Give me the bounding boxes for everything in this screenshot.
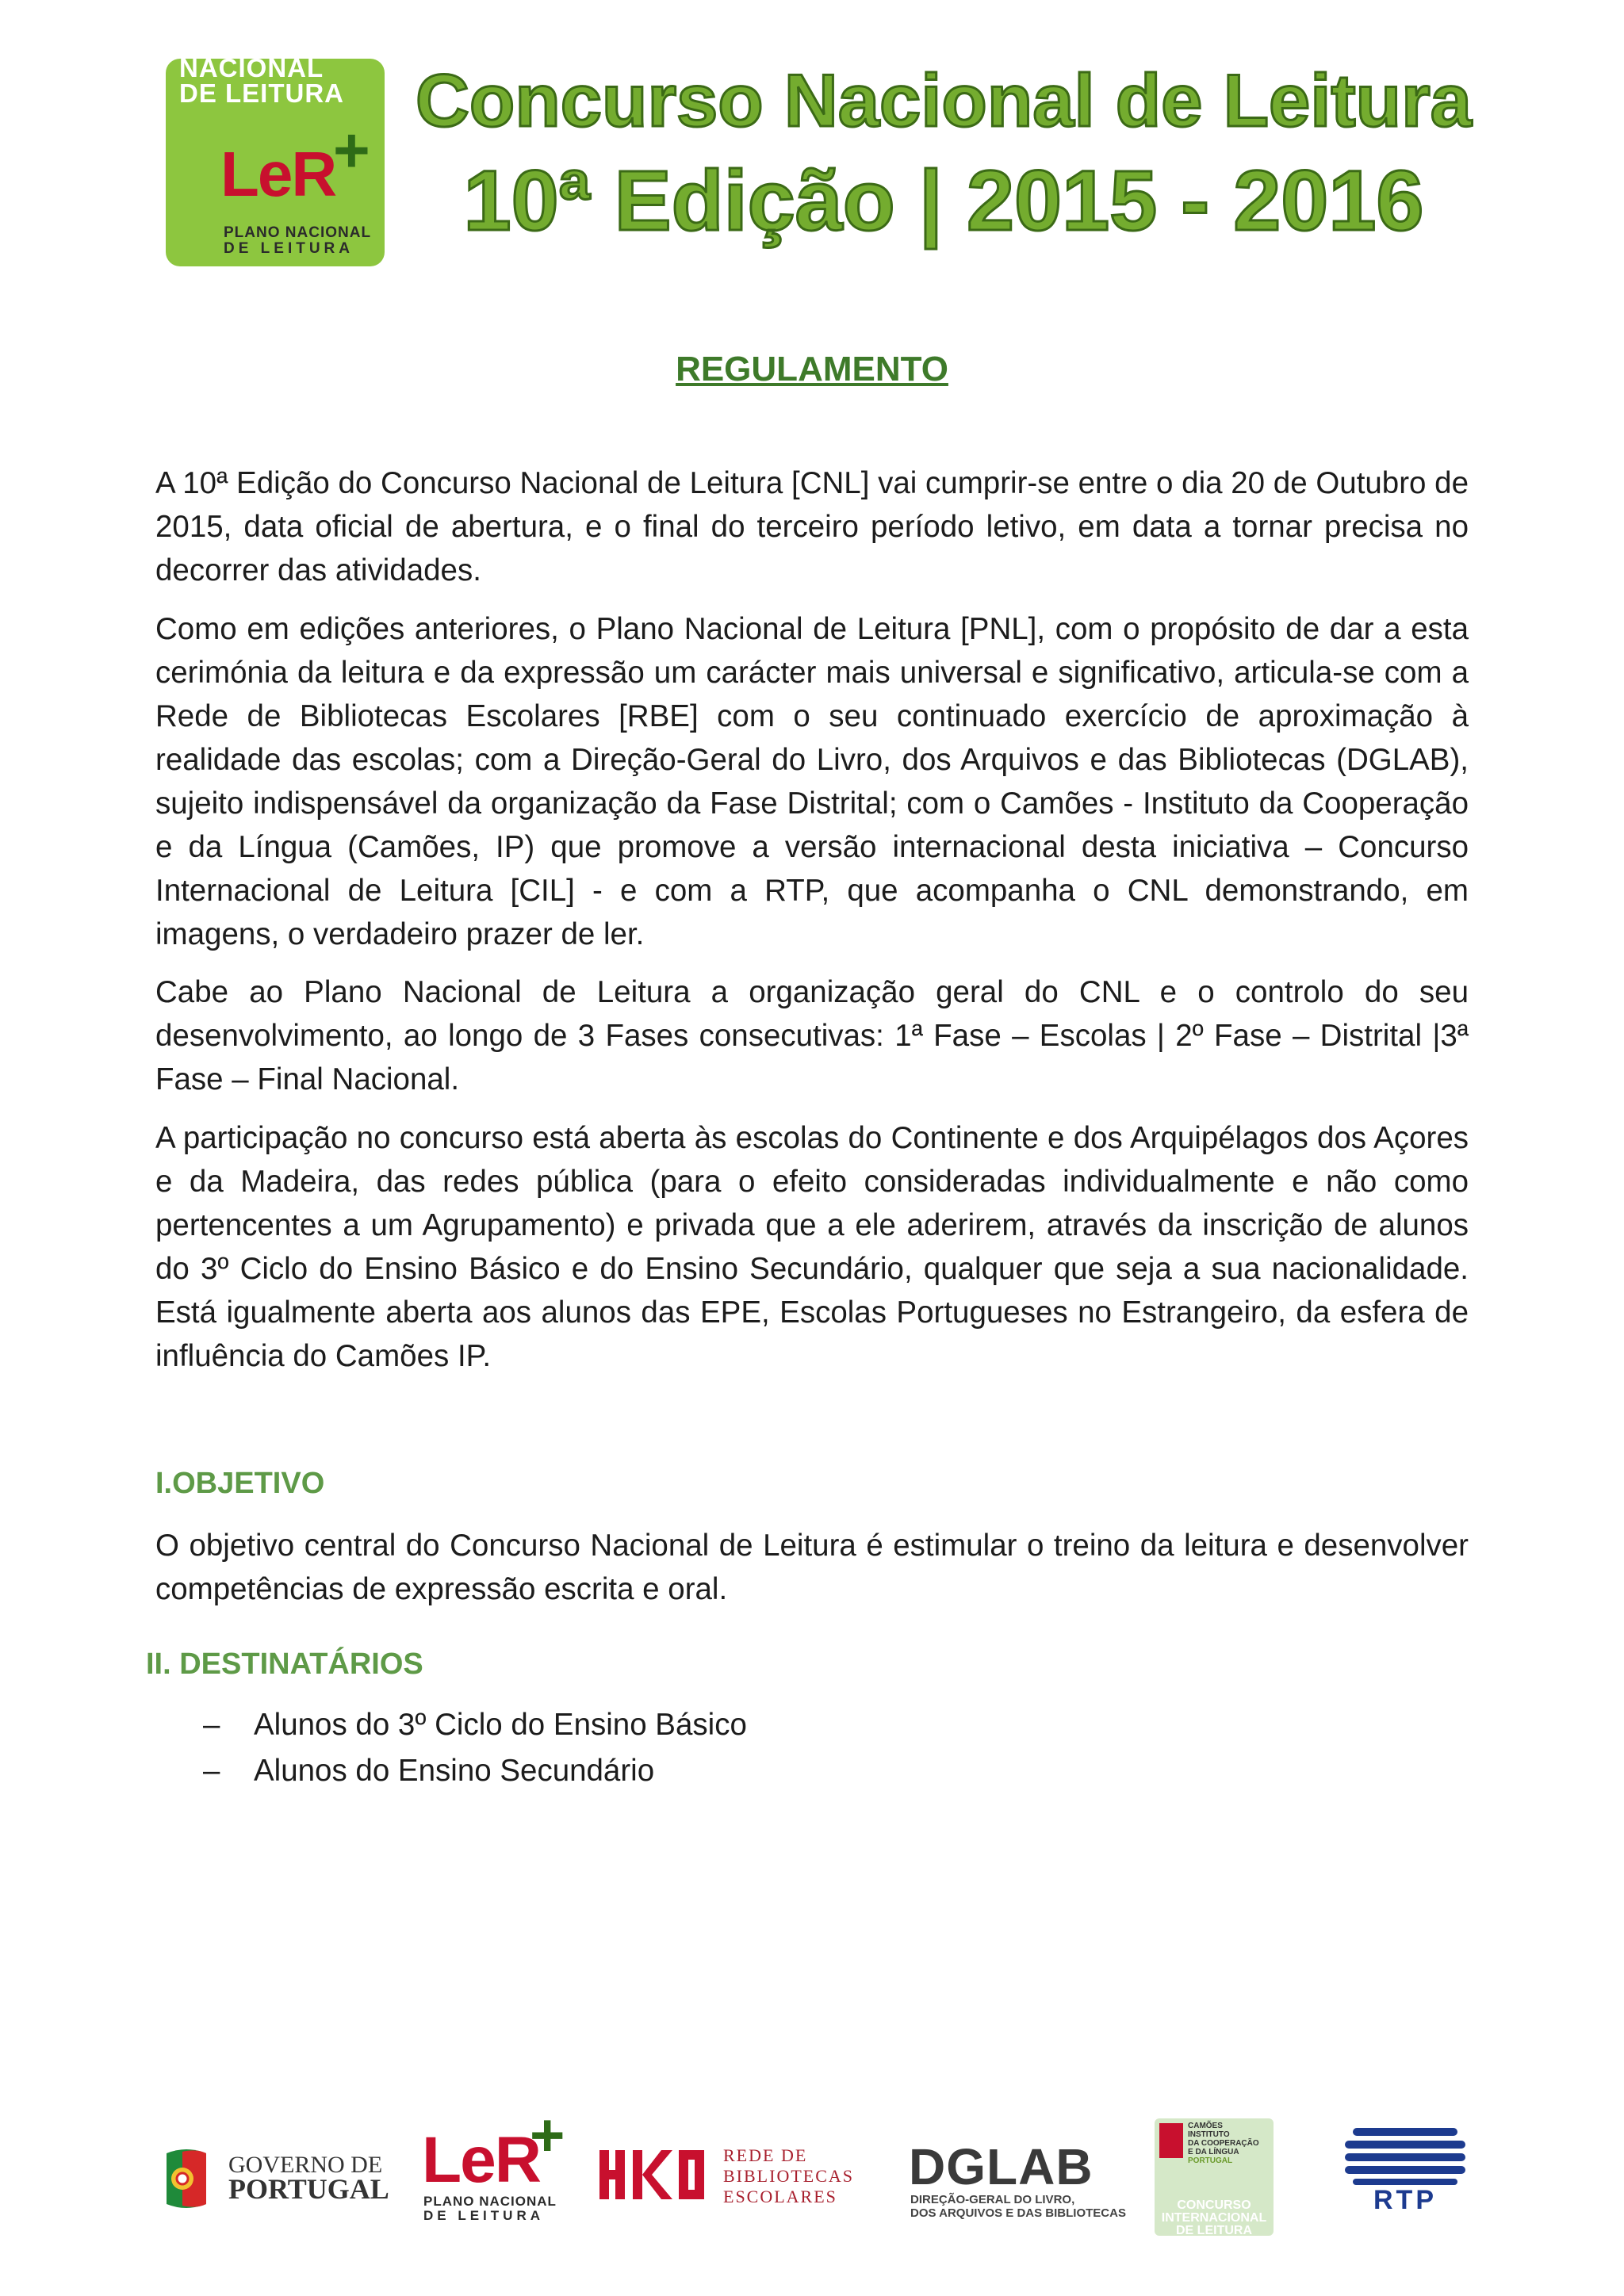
section-objetivo-title: I.OBJETIVO — [155, 1467, 325, 1500]
paragraph-phases: Cabe ao Plano Nacional de Leitura a organização geral do CNL e o controlo do seu desenvolvimento, ao longo de 3 Fases consecutivas: 1ª Fase – Escolas | 2º Fase – Distrital |3ª Fase – Final Nacional. — [155, 975, 1469, 1096]
logo-line: ESCOLARES — [723, 2187, 837, 2206]
dash-icon: – — [203, 1708, 220, 1742]
list-item-text: Alunos do Ensino Secundário — [254, 1754, 655, 1788]
section-objetivo-text: O objetivo central do Concurso Nacional de Leitura é estimular o treino da leitura e desenvolver competências de expressão escrita e oral. — [155, 1529, 1469, 1606]
logo-line: REDE DE — [723, 2145, 808, 2165]
rtp-logo-icon — [1342, 2125, 1469, 2212]
logo-line: DE LEITURA — [179, 78, 344, 108]
logo-line: PORTUGAL — [228, 2173, 389, 2205]
paragraph-intro: A 10ª Edição do Concurso Nacional de Leitura [CNL] vai cumprir-se entre o dia 20 de Outubro de 2015, data oficial de abertura, e o final do terceiro período letivo, em data a tornar precisa no decorrer das atividades. — [155, 466, 1469, 587]
list-item-text: Alunos do 3º Ciclo do Ensino Básico — [254, 1708, 747, 1742]
logo-line: PORTUGAL — [1188, 2156, 1233, 2165]
portugal-flag-icon — [159, 2145, 214, 2212]
cnl-logo-text — [179, 30, 377, 106]
document-title: Concurso Nacional de Leitura — [416, 59, 1472, 142]
logo-line: PLANO NACIONAL — [423, 2194, 557, 2209]
dash-icon: – — [203, 1754, 220, 1788]
footer-ler-logo: LeR — [422, 2124, 540, 2196]
cil-logo-text — [1155, 2199, 1274, 2237]
ler-logo-text: LeR — [220, 139, 336, 209]
dglab-subtitle — [910, 2193, 1126, 2220]
camoes-logo-text — [1188, 2122, 1259, 2165]
footer-ler-plus-icon: + — [530, 2102, 565, 2169]
page-heading: REGULAMENTO — [676, 350, 948, 388]
footer-pnl-text — [423, 2195, 557, 2223]
dglab-logo: DGLAB — [909, 2138, 1094, 2195]
logo-line: DIREÇÃO-GERAL DO LIVRO, — [910, 2193, 1075, 2206]
logo-line: INSTITUTO — [1188, 2130, 1230, 2139]
edition-subtitle: 10ª Edição | 2015 - 2016 — [463, 152, 1424, 248]
logo-line: INTERNACIONAL — [1161, 2211, 1267, 2225]
logo-line: CONCURSO — [179, 28, 339, 57]
logo-line: E DA LÍNGUA — [1188, 2148, 1239, 2156]
paragraph-partners: Como em edições anteriores, o Plano Nacional de Leitura [PNL], com o propósito de dar a esta cerimónia da leitura e da expressão um carácter mais universal e significativo, articula-se com a Rede de Bibliotecas Escolares [RBE] com o seu continuado exercício de aproximação à realidade das escolas; com a Direção-Geral do Livro, dos Arquivos e das Bibliotecas (DGLAB), sujeito indispensável da organização da Fase Distrital; com o Camões - Instituto da Cooperação e da Língua (Camões, IP) que promove a versão internacional desta iniciativa – Concurso Internacional de Leitura [CIL] - e com a RTP, que acompanha o CNL demonstrando, em imagens, o verdadeiro prazer de ler. — [155, 612, 1469, 951]
logo-line: CONCURSO — [1177, 2198, 1251, 2212]
governo-portugal-logo — [228, 2152, 389, 2205]
logo-line: DOS ARQUIVOS E DAS BIBLIOTECAS — [910, 2206, 1126, 2220]
camoes-c-icon — [1159, 2123, 1183, 2158]
rbe-logo-icon — [599, 2150, 712, 2199]
ler-plus-icon: + — [333, 115, 370, 186]
logo-line: DE LEITURA — [1176, 2224, 1252, 2237]
logo-line: NACIONAL — [179, 53, 324, 82]
logo-line: BIBLIOTECAS — [723, 2166, 854, 2186]
paragraph-participation: A participação no concurso está aberta às escolas do Continente e dos Arquipélagos dos Açores e da Madeira, das redes pública (para o efeito consideradas individualmente e não como pertencentes a um Agrupamento) e privada que a ele aderirem, através da inscrição de alunos do 3º Ciclo do Ensino Básico e do Ensino Secundário, qualquer que seja a sua nacionalidade. Está igualmente aberta aos alunos das EPE, Escolas Portugueses no Estrangeiro, da esfera de influência do Camões IP. — [155, 1121, 1469, 1373]
logo-line: DA COOPERAÇÃO — [1188, 2139, 1259, 2148]
rbe-logo-text — [723, 2145, 854, 2207]
logo-line: PLANO NACIONAL — [224, 224, 372, 241]
list-item — [203, 1749, 654, 1793]
logo-line: CAMÕES — [1188, 2122, 1223, 2130]
logo-line: GOVERNO DE — [228, 2152, 383, 2178]
logo-line: DE LEITURA — [423, 2208, 544, 2223]
pnl-logo-text — [224, 225, 371, 257]
list-item — [203, 1703, 747, 1747]
section-destinatarios-title: II. DESTINATÁRIOS — [146, 1647, 423, 1681]
rtp-logo-text: RTP — [1373, 2185, 1437, 2212]
logo-line: DE LEITURA — [224, 240, 354, 257]
